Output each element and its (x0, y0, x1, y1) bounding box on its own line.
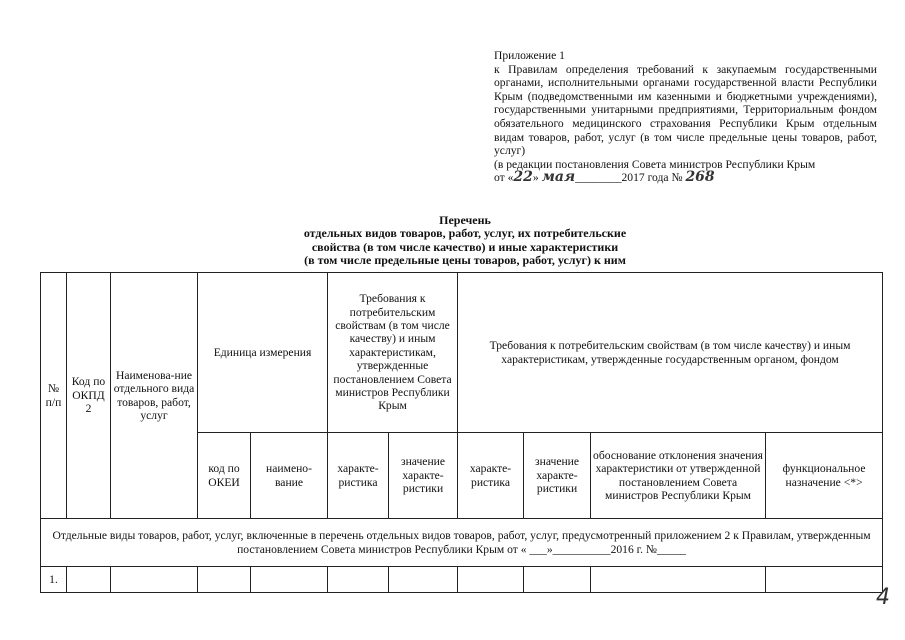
subheader-justification: обоснование отклонения значения характеристики от утвержденной постановлением Совета министров Республики Крым (591, 433, 766, 519)
header-okpd: Код по ОКПД 2 (67, 273, 111, 519)
row-1-cell-purpose (766, 567, 883, 593)
header-unit: Единица измерения (198, 273, 328, 433)
header-requirements-council: Требования к потребительским свойствам (в том числе качеству) и иным характеристикам, утвержденные постановлением Совета министров Республики Крым (328, 273, 458, 433)
appendix-signature-line: от «22» мая________2017 года № 268 (494, 169, 715, 186)
subheader-value-2: значение характе-ристики (524, 433, 591, 519)
appendix-block (494, 49, 877, 185)
title-line-4: (в том числе предельные цены товаров, работ, услуг) к ним (304, 253, 626, 268)
ot-label: от « (494, 171, 514, 185)
table-note-row: Отдельные виды товаров, работ, услуг, включенные в перечень отдельных видов товаров, работ, услуг, предусмотренный приложением 2 к Правилам, утвержденным постановлением Совета министров Республики Крым от « ___»__________2016 г. №_____ (41, 519, 883, 567)
row-1-cell-value1 (389, 567, 458, 593)
header-number: № п/п (41, 273, 67, 519)
appendix-body: к Правилам определения требований к закупаемым государственными органами, исполнительными органами государственной власти Республики Крым (подведомственными им казенными и бюджетными учреждениями), государственными унитарными предприятиями, Территориальным фондом обязательного медицинского страхования Республики Крым отдельным видам товаров, работ, услуг (в том числе предельные цены товаров, работ, услуг) (494, 62, 877, 158)
row-1-cell-char2 (458, 567, 524, 593)
handwritten-month: мая (541, 169, 576, 186)
subheader-okei-code: код по ОКЕИ (198, 433, 251, 519)
row-1-cell-name (111, 567, 198, 593)
handwritten-day: 22 (513, 169, 533, 186)
row-1-cell-unit (251, 567, 328, 593)
row-1-cell-value2 (524, 567, 591, 593)
appendix-edition: (в редакции постановления Совета министров Республики Крым (494, 157, 816, 171)
title-line-3: свойства (в том числе качество) и иные характеристики (311, 239, 619, 254)
header-item-name: Наименова-ние отдельного вида товаров, работ, услуг (111, 273, 198, 519)
subheader-unit-name: наимено-вание (251, 433, 328, 519)
appendix-title: Приложение 1 (494, 49, 565, 62)
row-1-cell-char1 (328, 567, 389, 593)
quote-close: » (532, 171, 539, 185)
title-line-1: Перечень (439, 213, 491, 227)
title-line-2: отдельных видов товаров, работ, услуг, их потребительские (303, 226, 627, 241)
handwritten-number: 268 (685, 169, 715, 186)
requirements-table (40, 272, 883, 593)
row-1-cell-okei (198, 567, 251, 593)
row-1-cell-okpd (67, 567, 111, 593)
header-requirements-body: Требования к потребительским свойствам (в том числе качеству) и иным характеристикам, утвержденные государственным органом, фондом (458, 273, 883, 433)
subheader-purpose: функциональное назначение <*> (766, 433, 883, 519)
row-1-cell-justification (591, 567, 766, 593)
handwritten-page-number: 4 (876, 585, 890, 610)
subheader-characteristic-2: характе-ристика (458, 433, 524, 519)
subheader-value-1: значение характе-ристики (389, 433, 458, 519)
subheader-characteristic-1: характе-ристика (328, 433, 389, 519)
document-title (250, 214, 680, 268)
year-label: 2017 года № (621, 171, 683, 185)
row-1-number: 1. (41, 567, 67, 593)
